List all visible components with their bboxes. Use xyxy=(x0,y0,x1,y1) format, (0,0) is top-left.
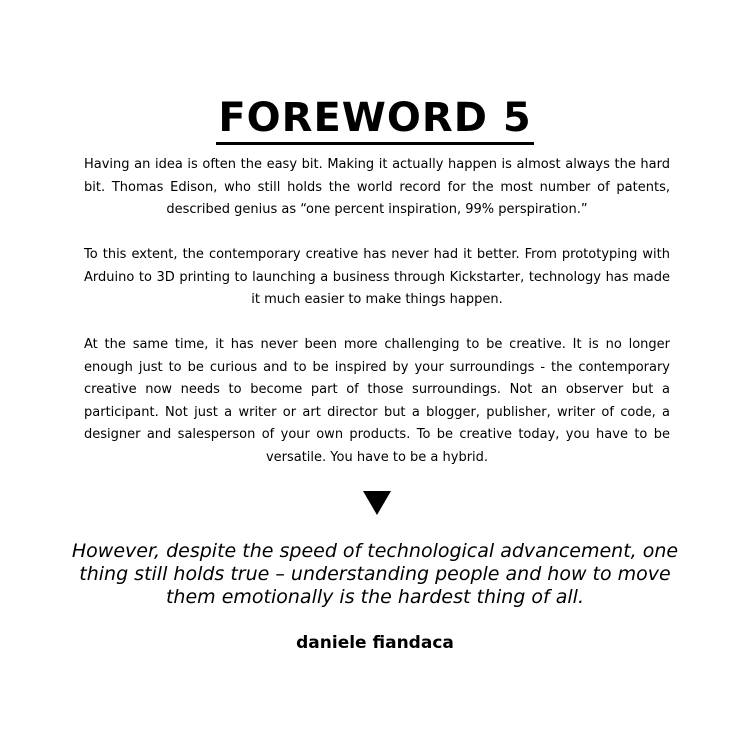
author-name: daniele fiandaca xyxy=(296,633,454,653)
body-paragraph-1: Having an idea is often the easy bit. Making it actually happen is almost always the hard bit. Thomas Edison, who still holds the world record for the most number of patents, described genius as “one percent inspiration, 99% perspiration.” xyxy=(84,157,670,217)
heading-container xyxy=(0,96,750,145)
body-paragraph-2: To this extent, the contemporary creative has never had it better. From prototyping with Arduino to 3D printing to launching a business through Kickstarter, technology has made it much easier to make things happen. xyxy=(84,247,670,307)
pull-quote: However, despite the speed of technological advancement, one thing still holds true – understanding people and how to move them emotionally is the hardest thing of all. xyxy=(71,540,679,608)
body-paragraph-3: At the same time, it has never been more challenging to be creative. It is no longer enough just to be curious and to be inspired by your surroundings - the contemporary creative now needs to become part of those surroundings. Not an observer but a participant. Not just a writer or art director but a blogger, publisher, writer of code, a designer and salesperson of your own products. To be creative today, you have to be versatile. You have to be a hybrid. xyxy=(84,337,670,465)
down-triangle-icon xyxy=(363,491,391,515)
page-title: FOREWORD 5 xyxy=(216,96,533,145)
